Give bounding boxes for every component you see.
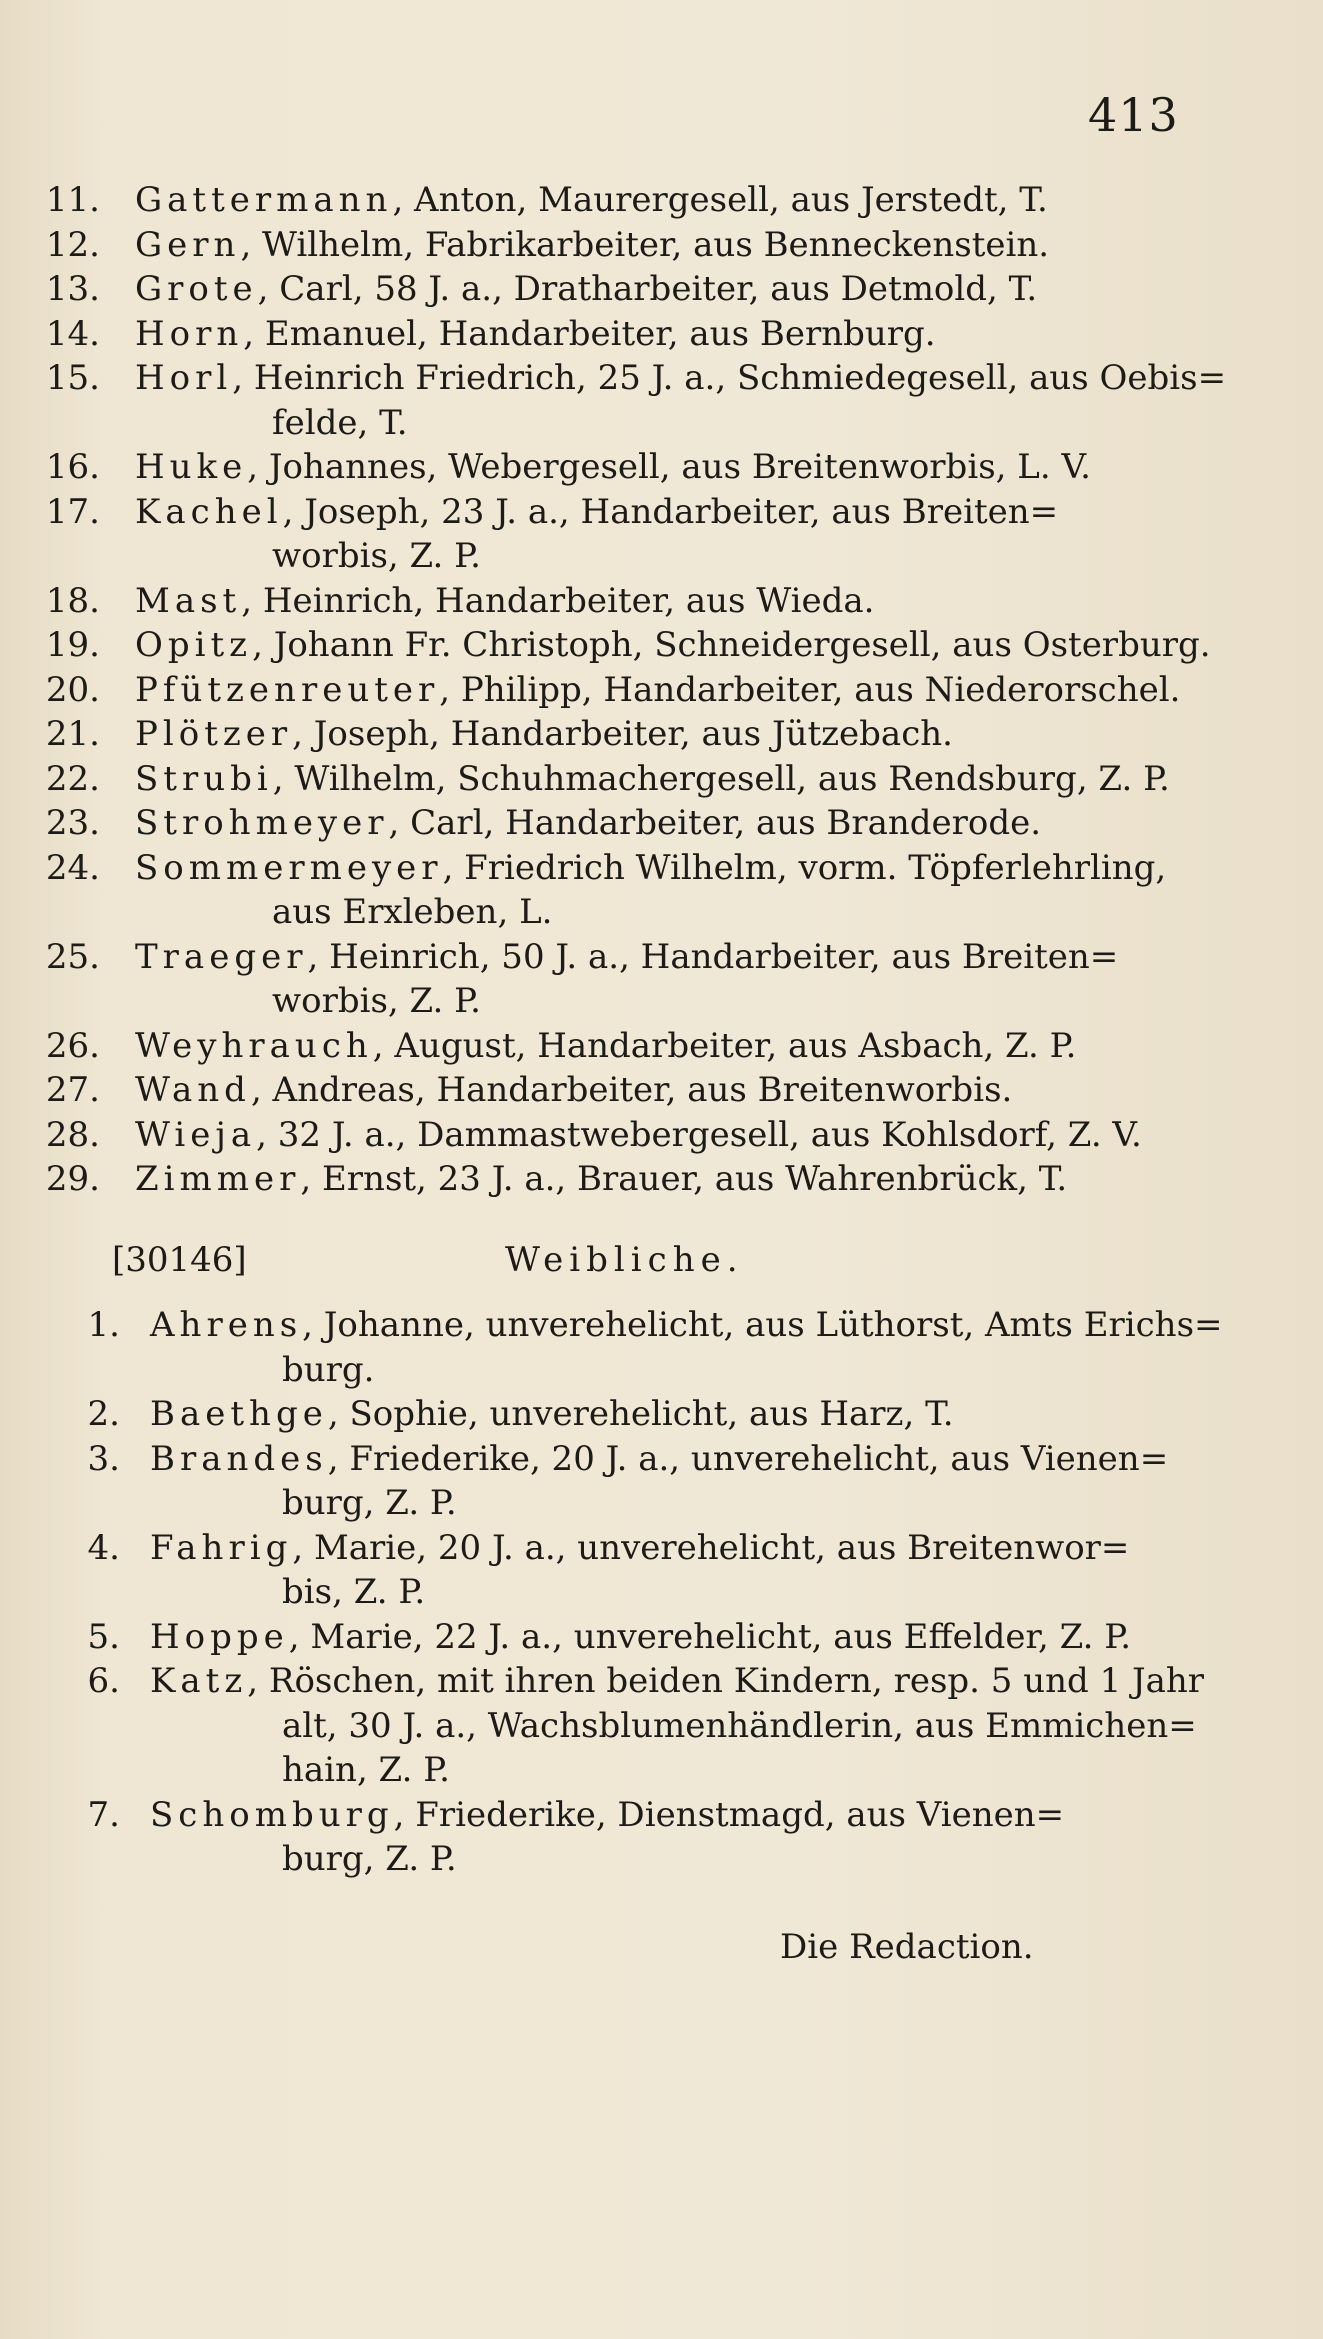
entry-details: , August, Handarbeiter, aus Asbach, Z. P. — [372, 1025, 1077, 1066]
entry-line — [135, 267, 1037, 311]
entry-number: 12. — [45, 224, 100, 265]
surname: Plötzer — [135, 714, 293, 754]
entry-details: , Marie, 20 J. a., unverehelicht, aus Breitenwor= — [292, 1527, 1130, 1568]
surname: Wand — [135, 1070, 251, 1110]
section-heading-female: Weibliche. — [505, 1240, 744, 1280]
entry-details: , Johannes, Webergesell, aus Breitenworbis, L. V. — [247, 447, 1091, 487]
surname: Gern — [135, 224, 241, 265]
entry-line: felde, T. — [272, 402, 408, 443]
surname: Huke — [135, 447, 248, 487]
entry-number: 3. — [87, 1438, 120, 1479]
section-reference: [30146] — [112, 1240, 247, 1280]
entry-details: , Heinrich Friedrich, 25 J. a., Schmiedegesell, aus Oebis= — [232, 358, 1227, 398]
entry-line — [135, 312, 936, 356]
entry-line: bis, Z. P. — [282, 1572, 426, 1612]
entry-number: 22. — [45, 758, 100, 799]
entry-line — [150, 1392, 954, 1436]
entry-line: aus Erxleben, L. — [272, 892, 553, 932]
entry-line — [135, 623, 1211, 667]
entry-line — [150, 1615, 1131, 1659]
entry-details: , Friedrich Wilhelm, vorm. Töpferlehrling, — [442, 847, 1167, 888]
entry-line — [135, 935, 1118, 979]
surname: Katz — [150, 1661, 248, 1701]
signature: Die Redaction. — [780, 1927, 1034, 1967]
entry-details: , Johanne, unverehelicht, aus Lüthorst, Amts Erichs= — [302, 1305, 1223, 1345]
entry-number: 25. — [45, 936, 100, 977]
entry-number: 27. — [45, 1070, 100, 1110]
entry-number: 11. — [45, 180, 100, 220]
entry-number: 29. — [45, 1159, 100, 1199]
surname: Schomburg — [150, 1794, 394, 1835]
surname: Sommermeyer — [135, 847, 443, 888]
entry-details: , Johann Fr. Christoph, Schneidergesell, aus Osterburg. — [252, 625, 1211, 665]
surname: Kachel — [135, 491, 283, 532]
surname: Strubi — [135, 758, 273, 799]
entry-line — [135, 846, 1166, 890]
entry-number: 28. — [45, 1114, 100, 1155]
surname: Hoppe — [150, 1616, 289, 1657]
entry-details: , Carl, Handarbeiter, aus Branderode. — [388, 803, 1042, 843]
surname: Opitz — [135, 625, 253, 665]
entry-line: burg. — [282, 1349, 375, 1390]
entry-line: burg, Z. P. — [282, 1839, 457, 1879]
entry-number: 23. — [45, 803, 100, 843]
entry-line — [135, 1113, 1142, 1157]
entry-line — [150, 1437, 1168, 1481]
entry-line — [150, 1659, 1204, 1703]
entry-details: , Friederike, 20 J. a., unverehelicht, aus Vienen= — [327, 1438, 1169, 1479]
entry-line — [135, 712, 953, 756]
entry-line: worbis, Z. P. — [272, 981, 481, 1021]
surname: Baethge — [150, 1394, 328, 1434]
entry-line — [135, 1024, 1076, 1068]
entry-details: , Ernst, 23 J. a., Brauer, aus Wahrenbrück, T. — [300, 1159, 1068, 1199]
entry-details: , Wilhelm, Fabrikarbeiter, aus Benneckenstein. — [240, 224, 1050, 265]
entry-number: 7. — [87, 1794, 120, 1835]
surname: Pfützenreuter — [135, 669, 440, 710]
entry-line — [135, 1068, 1012, 1112]
page-number: 413 — [1088, 88, 1179, 142]
entry-details: , Heinrich, Handarbeiter, aus Wieda. — [241, 580, 875, 621]
entry-line: alt, 30 J. a., Wachsblumenhändlerin, aus Emmichen= — [282, 1705, 1197, 1746]
entry-details: , Marie, 22 J. a., unverehelicht, aus Effelder, Z. P. — [288, 1616, 1132, 1657]
surname: Weyhrauch — [135, 1025, 373, 1066]
surname: Ahrens — [150, 1305, 303, 1345]
entry-details: , Philipp, Handarbeiter, aus Niederorschel. — [439, 669, 1181, 710]
entry-number: 14. — [45, 313, 100, 354]
entry-details: , Sophie, unverehelicht, aus Harz, T. — [327, 1394, 954, 1434]
entry-line — [135, 801, 1041, 845]
surname: Mast — [135, 580, 242, 621]
surname: Wieja — [135, 1114, 257, 1155]
entry-number: 20. — [45, 669, 100, 710]
entry-line — [150, 1526, 1129, 1570]
entry-number: 26. — [45, 1025, 100, 1066]
entry-number: 6. — [87, 1661, 120, 1701]
entry-line — [135, 356, 1226, 400]
entry-details: , Röschen, mit ihren beiden Kindern, resp. 5 und 1 Jahr — [247, 1661, 1205, 1701]
entry-number: 2. — [87, 1394, 120, 1434]
entry-line — [135, 668, 1180, 712]
entry-number: 18. — [45, 580, 100, 621]
entry-number: 19. — [45, 625, 100, 665]
entry-line — [150, 1303, 1223, 1347]
entry-line — [135, 178, 1048, 222]
entry-number: 4. — [87, 1527, 120, 1568]
entry-number: 24. — [45, 847, 100, 888]
entry-line: hain, Z. P. — [282, 1750, 450, 1790]
surname: Gattermann — [135, 180, 393, 220]
surname: Zimmer — [135, 1159, 301, 1199]
surname: Brandes — [150, 1438, 328, 1479]
entry-line — [150, 1793, 1064, 1837]
entry-number: 13. — [45, 269, 100, 309]
entry-number: 1. — [87, 1305, 120, 1345]
entry-details: , Friederike, Dienstmagd, aus Vienen= — [393, 1794, 1065, 1835]
surname: Grote — [135, 269, 258, 309]
entry-line — [135, 579, 874, 623]
entry-line — [135, 1157, 1067, 1201]
entry-number: 5. — [87, 1616, 120, 1657]
entry-details: , Joseph, 23 J. a., Handarbeiter, aus Breiten= — [282, 491, 1059, 532]
entry-details: , Emanuel, Handarbeiter, aus Bernburg. — [243, 313, 936, 354]
surname: Fahrig — [150, 1527, 293, 1568]
entry-details: , Andreas, Handarbeiter, aus Breitenworbis. — [250, 1070, 1013, 1110]
entry-details: , Heinrich, 50 J. a., Handarbeiter, aus Breiten= — [307, 936, 1119, 977]
entry-line — [135, 445, 1091, 489]
surname: Traeger — [135, 936, 308, 977]
entry-line: burg, Z. P. — [282, 1483, 457, 1523]
entry-details: , Anton, Maurergesell, aus Jerstedt, T. — [392, 180, 1048, 220]
entry-number: 21. — [45, 714, 100, 754]
entry-line — [135, 490, 1058, 534]
entry-number: 16. — [45, 447, 100, 487]
entry-line: worbis, Z. P. — [272, 536, 481, 576]
entry-number: 17. — [45, 491, 100, 532]
entry-line — [135, 223, 1049, 267]
entry-details: , 32 J. a., Dammastwebergesell, aus Kohlsdorf, Z. V. — [256, 1114, 1142, 1155]
entry-details: , Joseph, Handarbeiter, aus Jützebach. — [292, 714, 953, 754]
entry-details: , Carl, 58 J. a., Dratharbeiter, aus Detmold, T. — [257, 269, 1038, 309]
surname: Horl — [135, 358, 233, 398]
entry-details: , Wilhelm, Schuhmachergesell, aus Rendsburg, Z. P. — [272, 758, 1170, 799]
entry-line — [135, 757, 1170, 801]
surname: Horn — [135, 313, 244, 354]
surname: Strohmeyer — [135, 803, 389, 843]
entry-number: 15. — [45, 358, 100, 398]
